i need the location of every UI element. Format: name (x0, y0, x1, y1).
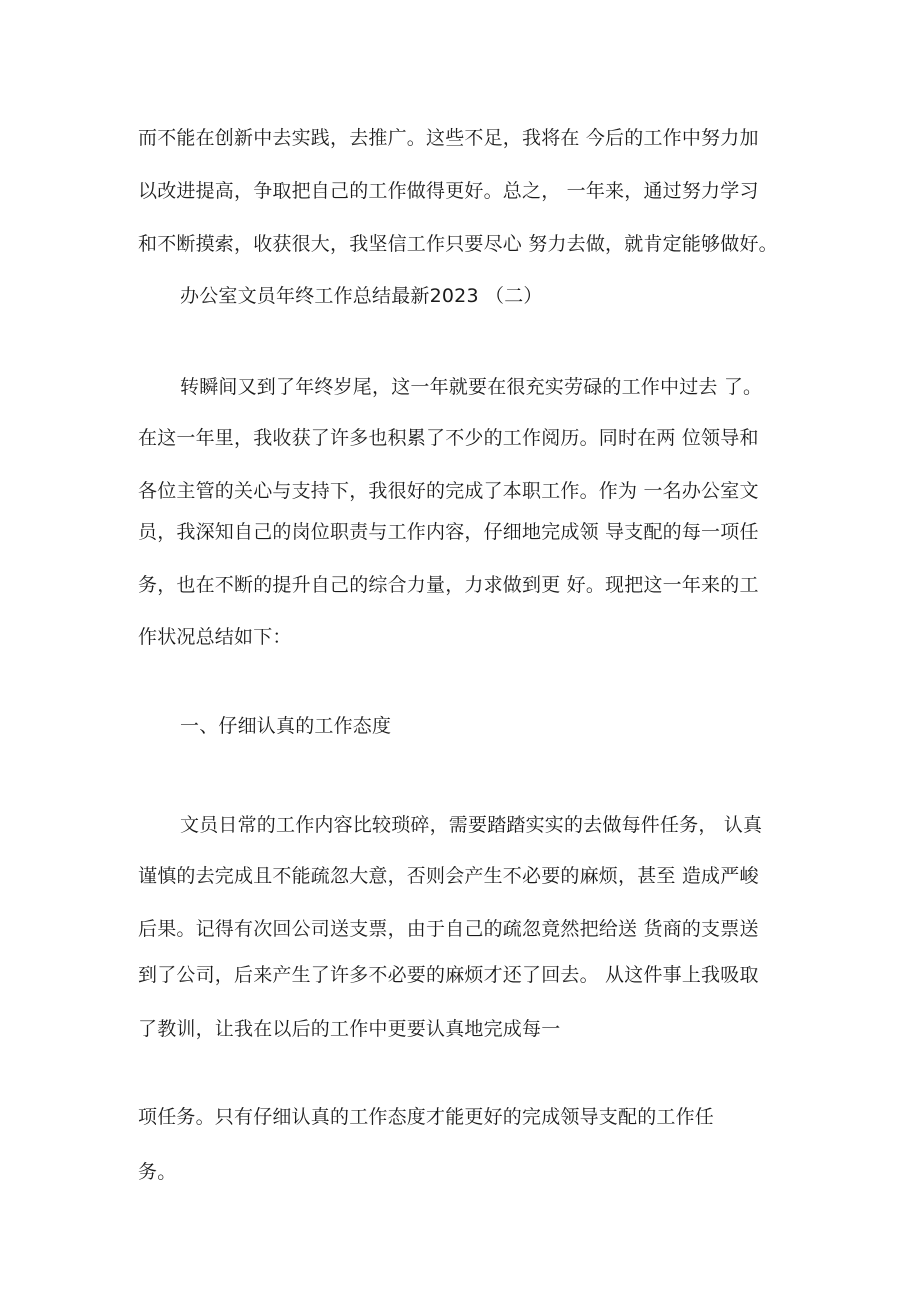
text-line: 后果。记得有次回公司送支票，由于自己的疏忽竟然把给送 货商的支票送 (138, 918, 759, 940)
text-line: 务，也在不断的提升自己的综合力量，力求做到更 好。现把这一年来的工 (138, 574, 759, 596)
text-line: 谨慎的去完成且不能疏忽大意，否则会产生不必要的麻烦，甚至 造成严峻 (138, 865, 759, 887)
text-line: 到了公司，后来产生了许多不必要的麻烦才还了回去。 从这件事上我吸取 (138, 964, 759, 986)
text-line: 以改进提高，争取把自己的工作做得更好。总之， 一年来，通过努力学习 (138, 180, 759, 202)
section-heading: 办公室文员年终工作总结最新2023 （二） (180, 285, 543, 307)
text-line: 务。 (138, 1161, 177, 1183)
text-line: 和不断摸索，收获很大，我坚信工作只要尽心 努力去做，就肯定能够做好。 (138, 233, 778, 255)
text-line: 项任务。只有仔细认真的工作态度才能更好的完成领导支配的工作任 (138, 1106, 715, 1128)
text-line: 而不能在创新中去实践，去推广。这些不足，我将在 今后的工作中努力加 (138, 127, 759, 149)
text-line: 作状况总结如下： (138, 626, 292, 648)
text-line: 转瞬间又到了年终岁尾，这一年就要在很充实劳碌的工作中过去 了。 (180, 376, 763, 398)
text-line: 文员日常的工作内容比较琐碎，需要踏踏实实的去做每件任务， 认真 (180, 814, 763, 836)
text-line: 各位主管的关心与支持下，我很好的完成了本职工作。作为 一名办公室文 (138, 480, 759, 502)
text-line: 在这一年里，我收获了许多也积累了不少的工作阅历。同时在两 位领导和 (138, 427, 759, 449)
text-line: 员，我深知自己的岗位职责与工作内容，仔细地完成领 导支配的每一项任 (138, 521, 759, 543)
text-line: 了教训，让我在以后的工作中更要认真地完成每一 (138, 1018, 561, 1040)
subsection-heading: 一、仔细认真的工作态度 (180, 715, 392, 737)
